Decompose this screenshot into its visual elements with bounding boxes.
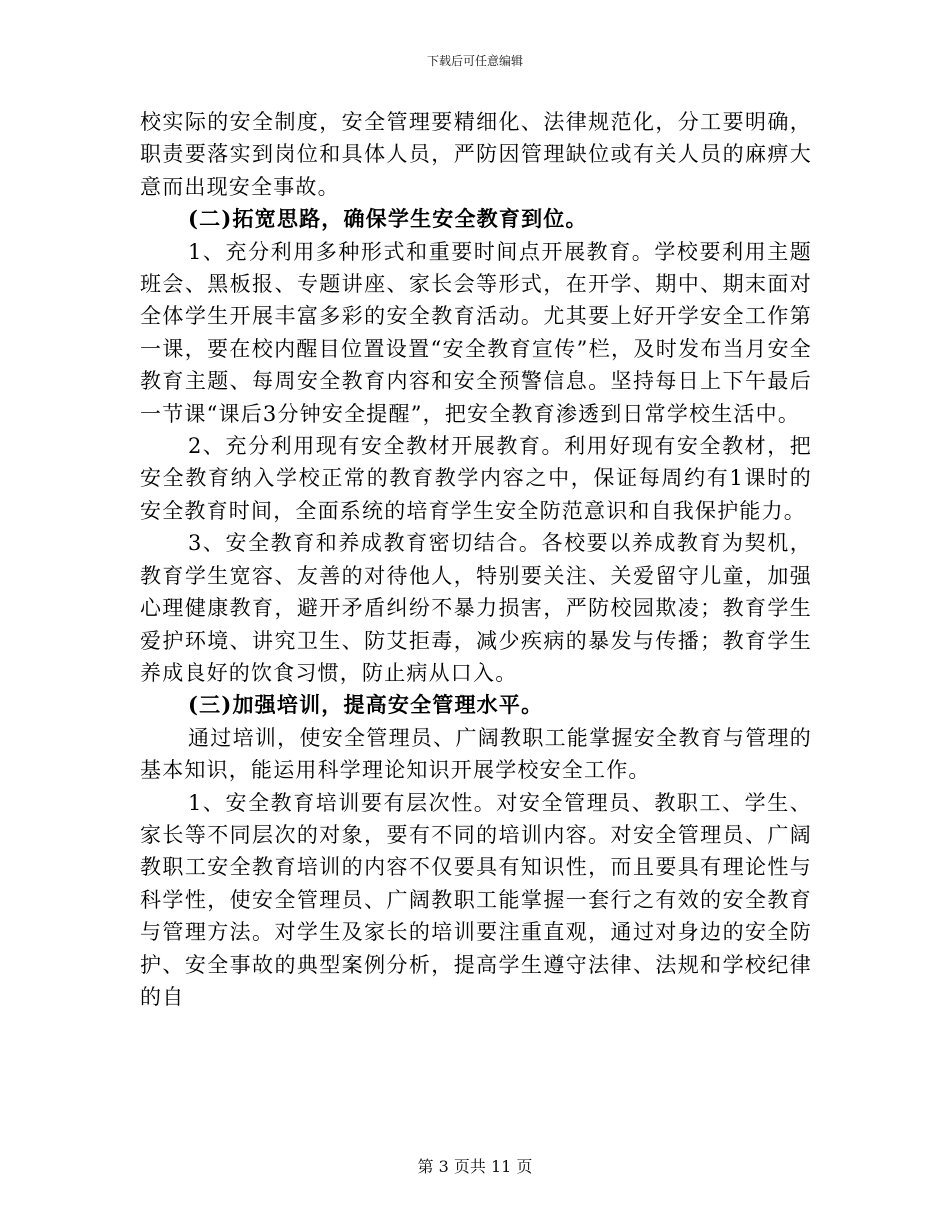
paragraph-training-item-1: 1、安全教育培训要有层次性。对安全管理员、教职工、学生、家长等不同层次的对象，要有不同的培训内容。对安全管理员、广阔教职工安全教育培训的内容不仅要具有知识性，而且要具有理论性与科学性，使安全管理员、广阔教职工能掌握一套行之有效的安全教育与管理方法。对学生及家长的培训要注重直观，通过对身边的安全防护、安全事故的典型案例分析，提高学生遵守法律、法规和学校纪律的自	[140, 790, 812, 1009]
section-heading-2: (二)拓宽思路，确保学生安全教育到位。	[188, 206, 588, 232]
page-header: 下载后可任意编辑	[426, 54, 523, 68]
page-footer: 第 3 页共 11 页	[417, 1157, 533, 1176]
paragraph-continuation: 校实际的安全制度，安全管理要精细化、法律规范化，分工要明确，职责要落实到岗位和具体人员，严防因管理缺位或有关人员的麻痹大意而出现安全事故。	[140, 110, 812, 199]
paragraph-intro: 通过培训，使安全管理员、广阔教职工能掌握安全教育与管理的基本知识，能运用科学理论知识开展学校安全工作。	[140, 725, 812, 783]
paragraph-item-2: 2、充分利用现有安全教材开展教育。利用好现有安全教材，把安全教育纳入学校正常的教育教学内容之中，保证每周约有1课时的安全教育时间，全面系统的培育学生安全防范意识和自我保护能力。	[140, 434, 812, 523]
paragraph-item-3: 3、安全教育和养成教育密切结合。各校要以养成教育为契机，教育学生宽容、友善的对待他人，特别要关注、关爱留守儿童，加强心理健康教育，避开矛盾纠纷不暴力损害，严防校园欺凌；教育学生爱护环境、讲究卫生、防艾拒毒，减少疾病的暴发与传播；教育学生养成良好的饮食习惯，防止病从口入。	[140, 531, 812, 685]
document-body	[140, 106, 812, 1013]
section-heading-3: (三)加强培训，提高安全管理水平。	[188, 692, 544, 718]
paragraph-item-1: 1、充分利用多种形式和重要时间点开展教育。学校要利用主题班会、黑板报、专题讲座、家长会等形式，在开学、期中、期末面对全体学生开展丰富多彩的安全教育活动。尤其要上好开学安全工作第一课，要在校内醒目位置设置“安全教育宣传”栏，及时发布当月安全教育主题、每周安全教育内容和安全预警信息。坚持每日上下午最后一节课“课后3分钟安全提醒”，把安全教育渗透到日常学校生活中。	[140, 239, 812, 426]
